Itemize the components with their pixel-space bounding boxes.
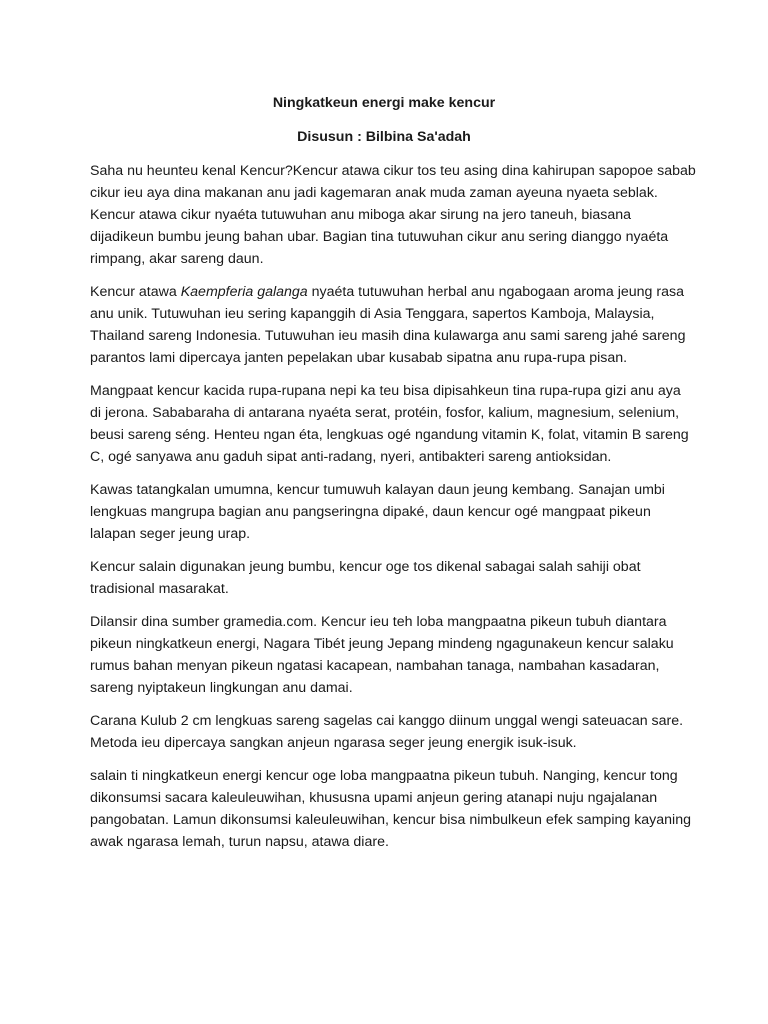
paragraph-line: awak ngarasa lemah, turun napsu, atawa diare. [90, 834, 389, 850]
paragraph-line: Kencur salain digunakan jeung bumbu, kencur oge tos dikenal sabagai salah sahiji obat [90, 559, 641, 575]
paragraph-line: sareng nyiptakeun lingkungan anu damai. [90, 680, 353, 696]
paragraph-line: rumus bahan menyan pikeun ngatasi kacapean, nambahan tanaga, nambahan kasadaran, [90, 658, 660, 674]
species-name: Kaempferia galanga [180, 284, 308, 300]
paragraph-line: lalapan seger jeung urap. [90, 526, 251, 542]
author-line: Disusun : Bilbina Sa'adah [297, 129, 471, 145]
paragraph-5 [90, 556, 678, 600]
paragraph-3 [90, 380, 689, 468]
paragraph-line: parantos lami dipercaya janten pepelakan ubar kusabab sipatna anu rupa-rupa pisan. [90, 350, 628, 366]
paragraph-1 [90, 160, 696, 270]
paragraph-line: Mangpaat kencur kacida rupa-rupana nepi ka teu bisa dipisahkeun tina rupa-rupa gizi anu aya [90, 383, 681, 399]
paragraph-line: C, ogé sanyawa anu gaduh sipat anti-radang, nyeri, antibakteri sareng antioksidan. [90, 449, 612, 465]
paragraph-6 [90, 611, 678, 699]
paragraph-line: anu unik. Tutuwuhan ieu sering kapanggih di Asia Tenggara, sapertos Kamboja, Malaysia, [90, 306, 655, 322]
paragraph-line: Thailand sareng Indonesia. Tutuwuhan ieu masih dina kulawarga anu sami sareng jahé sareng [90, 328, 686, 344]
document-title: Ningkatkeun energi make kencur [272, 95, 496, 111]
paragraph-line: pikeun ningkatkeun energi, Nagara Tibét jeung Jepang mindeng ngagunakeun kencur salaku [90, 636, 674, 652]
paragraph-4 [90, 479, 678, 545]
paragraph-line [90, 281, 684, 303]
paragraph-line: dikonsumsi sacara kaleuleuwihan, khususna upami anjeun gering atanapi nuju ngajalanan [90, 790, 658, 806]
paragraph-line: Dilansir dina sumber gramedia.com. Kencur ieu teh loba mangpaatna pikeun tubuh diantara [90, 614, 667, 630]
paragraph-line: beusi sareng séng. Henteu ngan éta, lengkuas ogé ngandung vitamin K, folat, vitamin B sareng [90, 427, 689, 443]
paragraph-line: Metoda ieu dipercaya sangkan anjeun ngarasa seger jeung energik isuk-isuk. [90, 735, 577, 751]
paragraph-line: Kencur atawa cikur nyaéta tutuwuhan anu miboga akar sirung na jero taneuh, biasana [90, 207, 632, 223]
paragraph-line: di jerona. Sababaraha di antarana nyaéta serat, protéin, fosfor, kalium, magnesium, selenium, [90, 405, 680, 421]
paragraph-line: salain ti ningkatkeun energi kencur oge loba mangpaatna pikeun tubuh. Nanging, kencur tong [90, 768, 678, 784]
paragraph-line: Kawas tatangkalan umumna, kencur tumuwuh kalayan daun jeung kembang. Sanajan umbi [90, 482, 665, 498]
document-body [90, 93, 696, 864]
paragraph-line: dijadikeun bumbu jeung bahan ubar. Bagian tina tutuwuhan cikur anu sering dianggo nyaéta [90, 229, 669, 245]
paragraph-line: lengkuas mangrupa bagian anu pangseringna dipaké, daun kencur ogé mangpaat pikeun [90, 504, 651, 520]
paragraph-8 [90, 765, 691, 853]
paragraph-line: pangobatan. Lamun dikonsumsi kaleuleuwihan, kencur bisa nimbulkeun efek samping kayaning [90, 812, 691, 828]
paragraph-text: nyaéta tutuwuhan herbal anu ngabogaan aroma jeung rasa [307, 284, 684, 300]
paragraph-line: tradisional masarakat. [90, 581, 229, 597]
paragraph-line: Carana Kulub 2 cm lengkuas sareng sagelas cai kanggo diinum unggal wengi sateuacan sare. [90, 713, 684, 729]
paragraph-line: rimpang, akar sareng daun. [90, 251, 264, 267]
paragraph-7 [90, 710, 684, 754]
paragraph-text: Kencur atawa [90, 284, 181, 300]
paragraph-line: cikur ieu aya dina makanan anu jadi kagemaran anak muda zaman ayeuna nyaeta seblak. [90, 185, 658, 201]
paragraph-2 [90, 281, 686, 369]
paragraph-line: Saha nu heunteu kenal Kencur?Kencur atawa cikur tos teu asing dina kahirupan sapopoe sabab [90, 163, 696, 179]
